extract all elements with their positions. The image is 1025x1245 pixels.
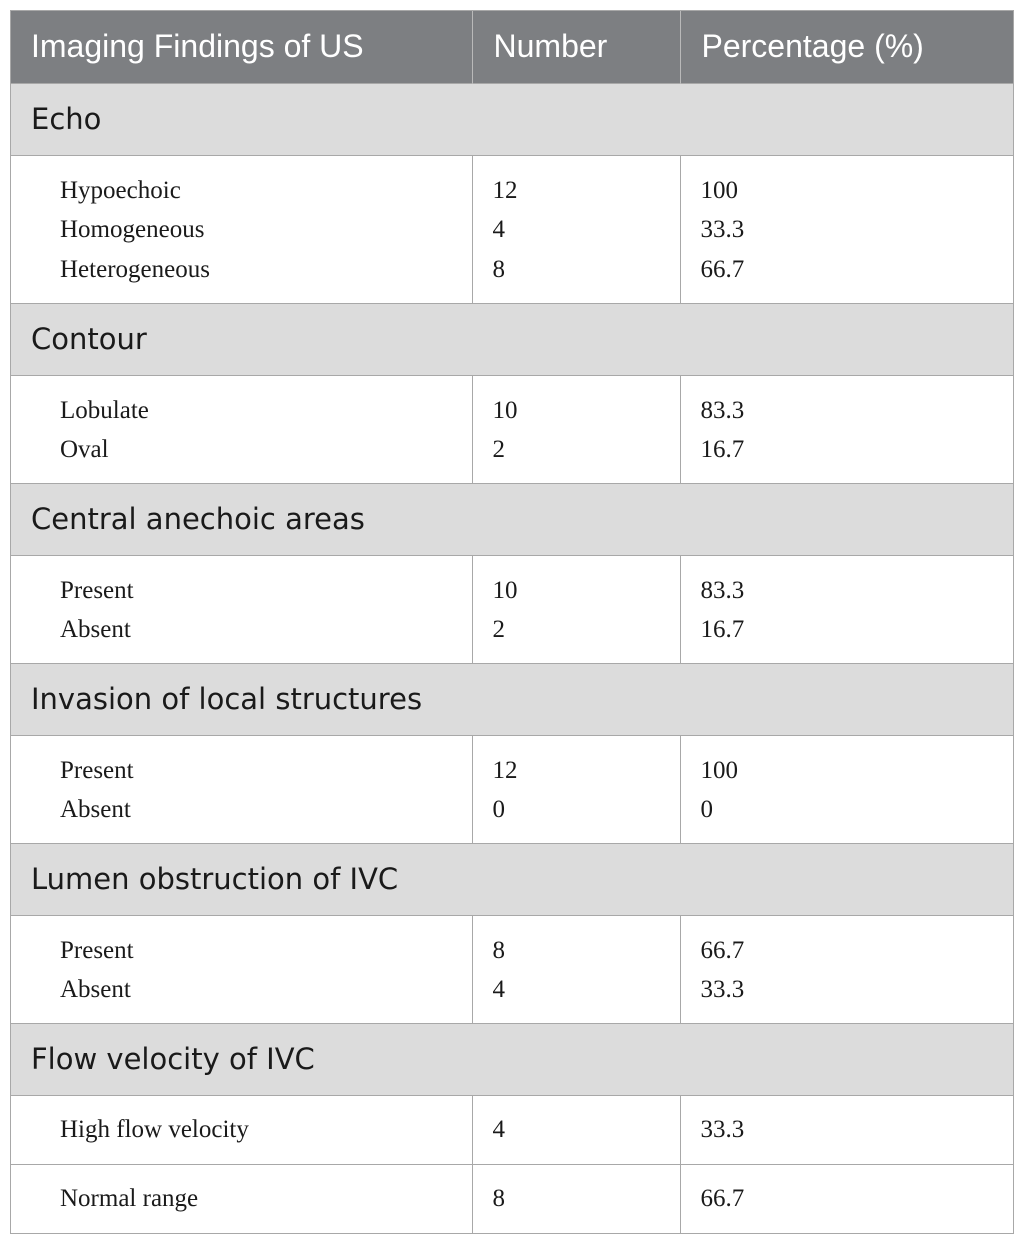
row-number: 2 (492, 616, 505, 643)
row-label: Present (60, 576, 134, 604)
row-percentage: 66.7 (700, 255, 745, 283)
labels-cell (10, 555, 472, 663)
row-percentage: 33.3 (700, 216, 745, 243)
numbers-cell (472, 735, 680, 843)
section-title-contour: Contour (10, 303, 1014, 375)
row-number: 0 (492, 796, 505, 823)
section-title-flow-velocity-ivc: Flow velocity of IVC (10, 1023, 1014, 1095)
percentages-cell (680, 555, 1014, 663)
table-row-invasion-group (10, 735, 1014, 843)
row-label: High flow velocity (10, 1095, 472, 1164)
row-label: Absent (60, 796, 131, 823)
section-title-lumen-obstruction-ivc: Lumen obstruction of IVC (10, 843, 1014, 915)
row-percentage: 16.7 (700, 616, 745, 643)
labels-cell (10, 155, 472, 303)
row-percentage: 66.7 (700, 936, 745, 964)
table-row-central-anechoic-group (10, 555, 1014, 663)
row-percentage: 33.3 (700, 976, 745, 1003)
row-label: Absent (60, 976, 131, 1003)
percentages-cell (680, 735, 1014, 843)
numbers-cell (472, 915, 680, 1023)
header-percentage: Percentage (%) (680, 10, 1014, 83)
row-percentage: 100 (700, 176, 738, 204)
row-number: 2 (492, 436, 505, 463)
row-label: Oval (60, 436, 109, 463)
table-row-echo-group (10, 155, 1014, 303)
row-percentage: 83.3 (700, 396, 745, 424)
section-row-echo (10, 83, 1014, 155)
row-number: 10 (492, 576, 518, 604)
section-row-central-anechoic-areas (10, 483, 1014, 555)
percentages-cell (680, 375, 1014, 483)
row-percentage: 83.3 (700, 576, 745, 604)
table-row-contour-group (10, 375, 1014, 483)
numbers-cell (472, 375, 680, 483)
numbers-cell (472, 555, 680, 663)
row-label: Heterogeneous (60, 255, 210, 283)
table-row (10, 1164, 1014, 1233)
row-number: 4 (492, 216, 505, 243)
row-percentage: 16.7 (700, 436, 745, 463)
section-title-central-anechoic-areas: Central anechoic areas (10, 483, 1014, 555)
header-imaging-findings: Imaging Findings of US (10, 10, 472, 83)
labels-cell (10, 915, 472, 1023)
table-row-lumen-obstruction-group (10, 915, 1014, 1023)
row-percentage: 100 (700, 756, 738, 784)
row-label: Lobulate (60, 396, 149, 424)
table-header-row (10, 10, 1014, 83)
row-label: Present (60, 756, 134, 784)
row-number: 4 (492, 976, 505, 1003)
row-label: Normal range (10, 1164, 472, 1233)
row-number: 4 (472, 1095, 680, 1164)
row-number: 10 (492, 396, 518, 424)
section-row-lumen-obstruction-ivc (10, 843, 1014, 915)
labels-cell (10, 735, 472, 843)
row-percentage: 0 (700, 796, 713, 823)
row-label: Homogeneous (60, 216, 205, 243)
row-number: 12 (492, 756, 518, 784)
row-label: Absent (60, 616, 131, 643)
labels-cell (10, 375, 472, 483)
row-number: 12 (492, 176, 518, 204)
row-label: Present (60, 936, 134, 964)
row-number: 8 (492, 936, 505, 964)
section-title-echo: Echo (10, 83, 1014, 155)
percentages-cell (680, 915, 1014, 1023)
section-row-flow-velocity-ivc (10, 1023, 1014, 1095)
findings-table-container (10, 10, 1014, 1233)
percentages-cell (680, 155, 1014, 303)
row-percentage: 33.3 (680, 1095, 1014, 1164)
row-label: Hypoechoic (60, 176, 181, 204)
section-title-invasion-local-structures: Invasion of local structures (10, 663, 1014, 735)
numbers-cell (472, 155, 680, 303)
row-number: 8 (472, 1164, 680, 1233)
row-number: 8 (492, 255, 505, 283)
table-row (10, 1095, 1014, 1164)
header-number: Number (472, 10, 680, 83)
section-row-invasion-local-structures (10, 663, 1014, 735)
imaging-findings-table (10, 10, 1014, 1233)
section-row-contour (10, 303, 1014, 375)
row-percentage: 66.7 (680, 1164, 1014, 1233)
